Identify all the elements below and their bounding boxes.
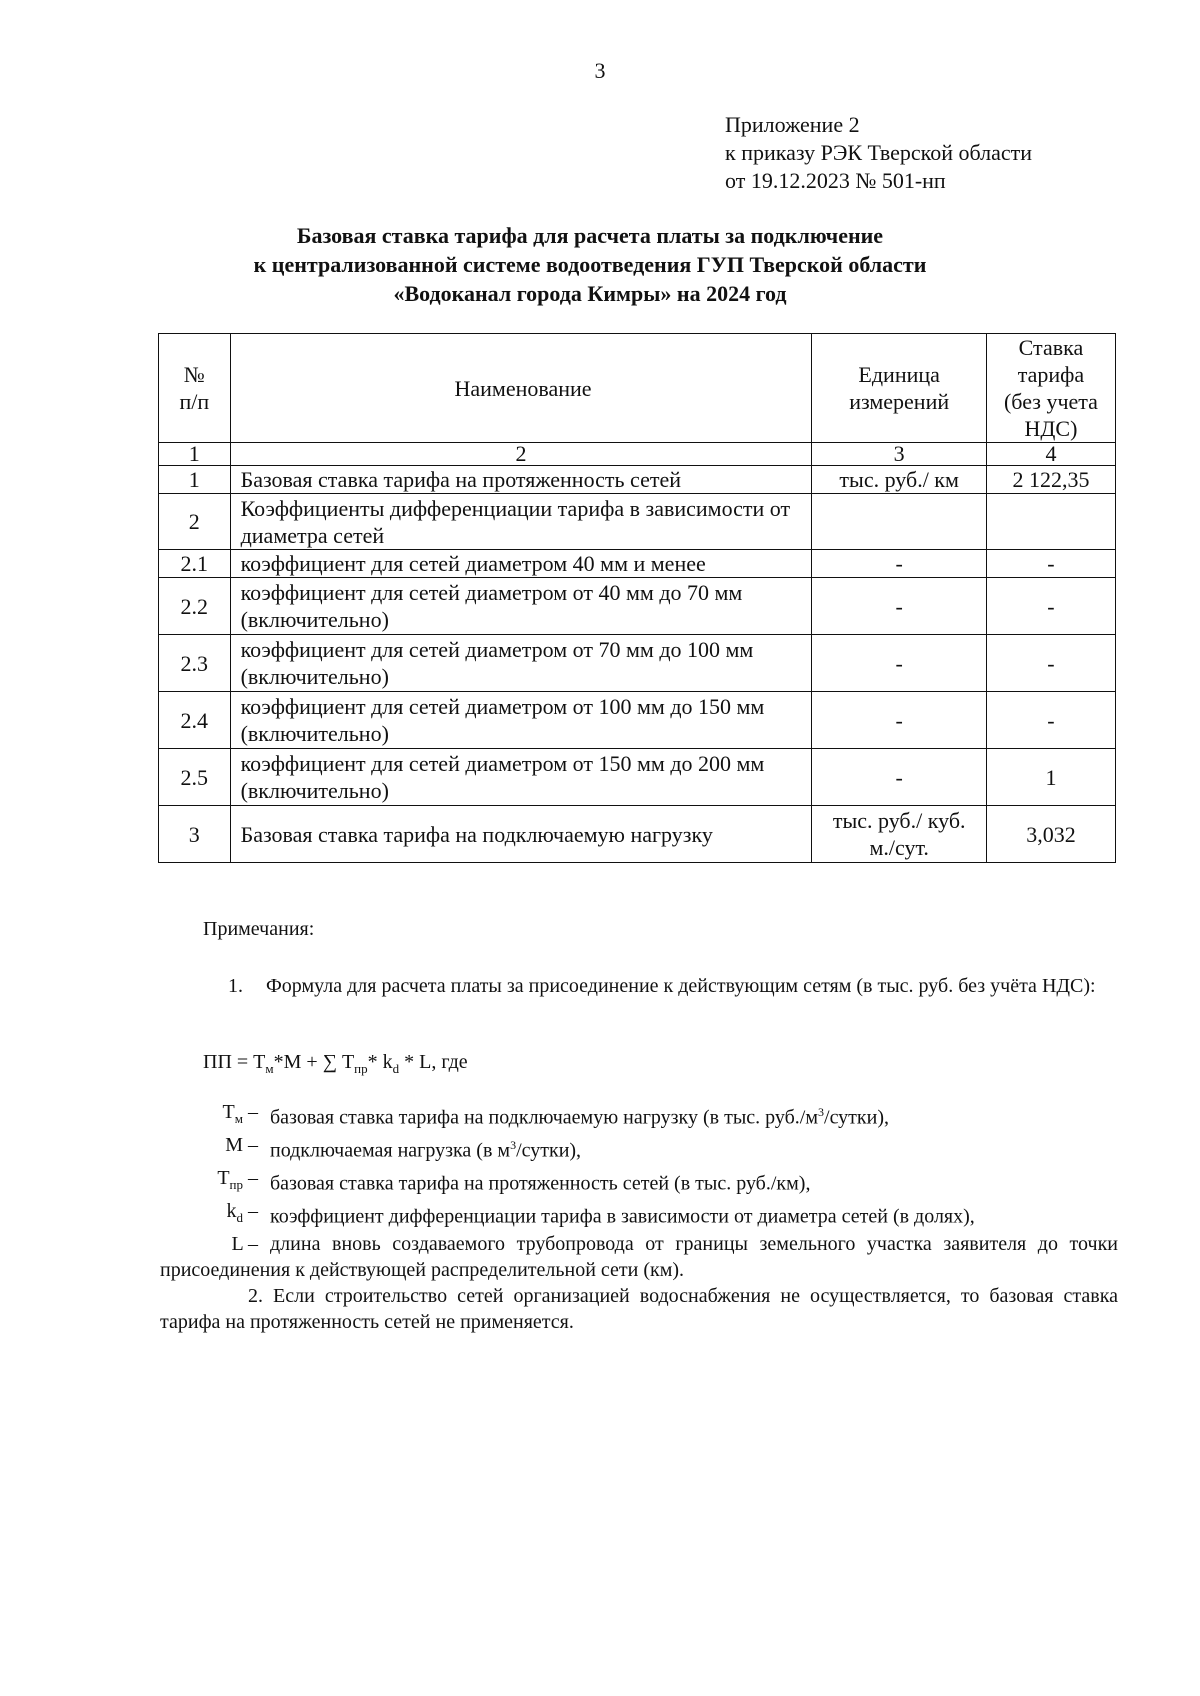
row-num: 2.1 [159, 550, 231, 578]
note-2: 2. Если строительство сетей организацией водоснабжения не осуществляется, то базовая ставка тарифа на протяженность сетей не применяется. [160, 1285, 1118, 1333]
table-row [159, 806, 1116, 863]
row-rate: 2 122,35 [986, 466, 1115, 494]
header-num-line-1: № [183, 362, 205, 387]
table-row [159, 692, 1116, 749]
header-rate-line-2: тарифа [1017, 362, 1085, 387]
header-num-line-2: п/п [179, 389, 210, 414]
title-line-2: к централизованной системе водоотведения ГУП Тверской области [253, 252, 927, 277]
row-rate: - [986, 692, 1115, 749]
table-row [159, 635, 1116, 692]
row-rate [986, 494, 1115, 550]
row-rate: 1 [986, 749, 1115, 806]
row-num: 2.4 [159, 692, 231, 749]
row-num: 2.5 [159, 749, 231, 806]
title-line-3: «Водоканал города Кимры» на 2024 год [393, 281, 787, 306]
row-rate: 3,032 [986, 806, 1115, 863]
table-header-row [159, 334, 1116, 443]
row-name: коэффициент для сетей диаметром от 70 мм до 100 мм (включительно) [230, 635, 812, 692]
header-rate-line-1: Ставка [1018, 335, 1084, 360]
row-name: коэффициент для сетей диаметром от 40 мм до 70 мм (включительно) [230, 578, 812, 635]
row-unit: - [812, 692, 986, 749]
definition-text: подключаемая нагрузка (в $м^3/сутки$), [270, 1138, 582, 1162]
title-line-1: Базовая ставка тарифа для расчета платы за подключение [296, 223, 884, 248]
row-name: коэффициент для сетей диаметром от 100 мм до 150 мм (включительно) [230, 692, 812, 749]
definition-symbol: $Т_{пр}$ – [217, 1167, 258, 1192]
row-unit: - [812, 635, 986, 692]
row-unit [812, 494, 986, 550]
row-num: 3 [159, 806, 231, 863]
note-1 [228, 973, 1118, 999]
definition-text: длина вновь создаваемого трубопровода от границы земельного участка заявителя до точки присоединения к действующей распределительной сети (км). [160, 1233, 1118, 1281]
definition-symbol: L – [231, 1233, 258, 1255]
header-name: Наименование [230, 334, 812, 443]
note-1-number: 1. [228, 975, 243, 997]
definition-text: базовая ставка тарифа на протяженность сетей (в тыс. руб./км), [270, 1172, 811, 1195]
appendix-line-1: Приложение 2 [725, 112, 860, 137]
index-cell: 1 [159, 443, 231, 466]
formula-sub: пр [354, 1061, 368, 1076]
note-1-text: Формула для расчета платы за присоединение к действующим сетям (в тыс. руб. без учёта НДС): [266, 975, 1096, 997]
definitions [160, 1099, 1118, 1335]
row-name: Базовая ставка тарифа на подключаемую нагрузку [230, 806, 812, 863]
table-row [159, 749, 1116, 806]
formula [203, 1051, 468, 1077]
formula-sub: d [392, 1061, 400, 1076]
row-unit: тыс. руб./ км [812, 466, 986, 494]
row-unit: - [812, 749, 986, 806]
definition-symbol: $Т_м$ – [222, 1101, 258, 1126]
header-unit-line-1: Единица [858, 362, 940, 387]
header-unit [812, 334, 986, 443]
row-name: коэффициент для сетей диаметром от 150 мм до 200 мм (включительно) [230, 749, 812, 806]
row-num: 2 [159, 494, 231, 550]
definition-item [160, 1198, 1118, 1231]
column-index-row [159, 443, 1116, 466]
table-row [159, 494, 1116, 550]
definition-text: базовая ставка тарифа на подключаемую нагрузку (в тыс. $руб./м^3/сутки$), [270, 1105, 890, 1129]
index-cell: 4 [986, 443, 1115, 466]
definition-item-last [160, 1231, 1118, 1283]
header-num [159, 334, 231, 443]
table-row [159, 550, 1116, 578]
formula-part: ПП = Т [203, 1051, 266, 1073]
row-rate: - [986, 635, 1115, 692]
row-name: Коэффициенты дифференциации тарифа в зависимости от диаметра сетей [230, 494, 812, 550]
page-number: 3 [594, 58, 606, 83]
definition-item [160, 1132, 1118, 1165]
document-title [160, 221, 1020, 308]
definition-text: коэффициент дифференциации тарифа в зависимости от диаметра сетей (в долях), [270, 1205, 975, 1228]
header-rate [986, 334, 1115, 443]
row-rate: - [986, 550, 1115, 578]
table-row [159, 466, 1116, 494]
formula-part: *М + ∑ Т [273, 1051, 355, 1073]
table-row [159, 578, 1116, 635]
definition-symbol: $k_d$ – [226, 1200, 258, 1225]
row-unit: - [812, 578, 986, 635]
definition-symbol: М – [225, 1134, 258, 1156]
appendix-block [725, 111, 1032, 195]
appendix-line-2: к приказу РЭК Тверской области [725, 140, 1033, 165]
row-num: 1 [159, 466, 231, 494]
formula-part: * L, где [399, 1051, 468, 1073]
notes-title: Примечания: [203, 918, 315, 940]
formula-part: * k [367, 1051, 393, 1073]
header-rate-line-4: НДС) [1024, 416, 1078, 441]
row-name: коэффициент для сетей диаметром 40 мм и менее [230, 550, 812, 578]
row-rate: - [986, 578, 1115, 635]
row-unit: - [812, 550, 986, 578]
index-cell: 3 [812, 443, 986, 466]
appendix-line-3: от 19.12.2023 № 501-нп [725, 168, 946, 193]
definition-item [160, 1099, 1118, 1132]
row-unit: тыс. руб./ куб. м./сут. [812, 806, 986, 863]
header-unit-line-2: измерений [849, 389, 950, 414]
row-num: 2.3 [159, 635, 231, 692]
formula-sub: м [265, 1061, 274, 1076]
tariff-table [158, 333, 1116, 863]
row-num: 2.2 [159, 578, 231, 635]
row-name: Базовая ставка тарифа на протяженность сетей [230, 466, 812, 494]
index-cell: 2 [230, 443, 812, 466]
definition-item [160, 1165, 1118, 1198]
header-rate-line-3: (без учета [1003, 389, 1098, 414]
